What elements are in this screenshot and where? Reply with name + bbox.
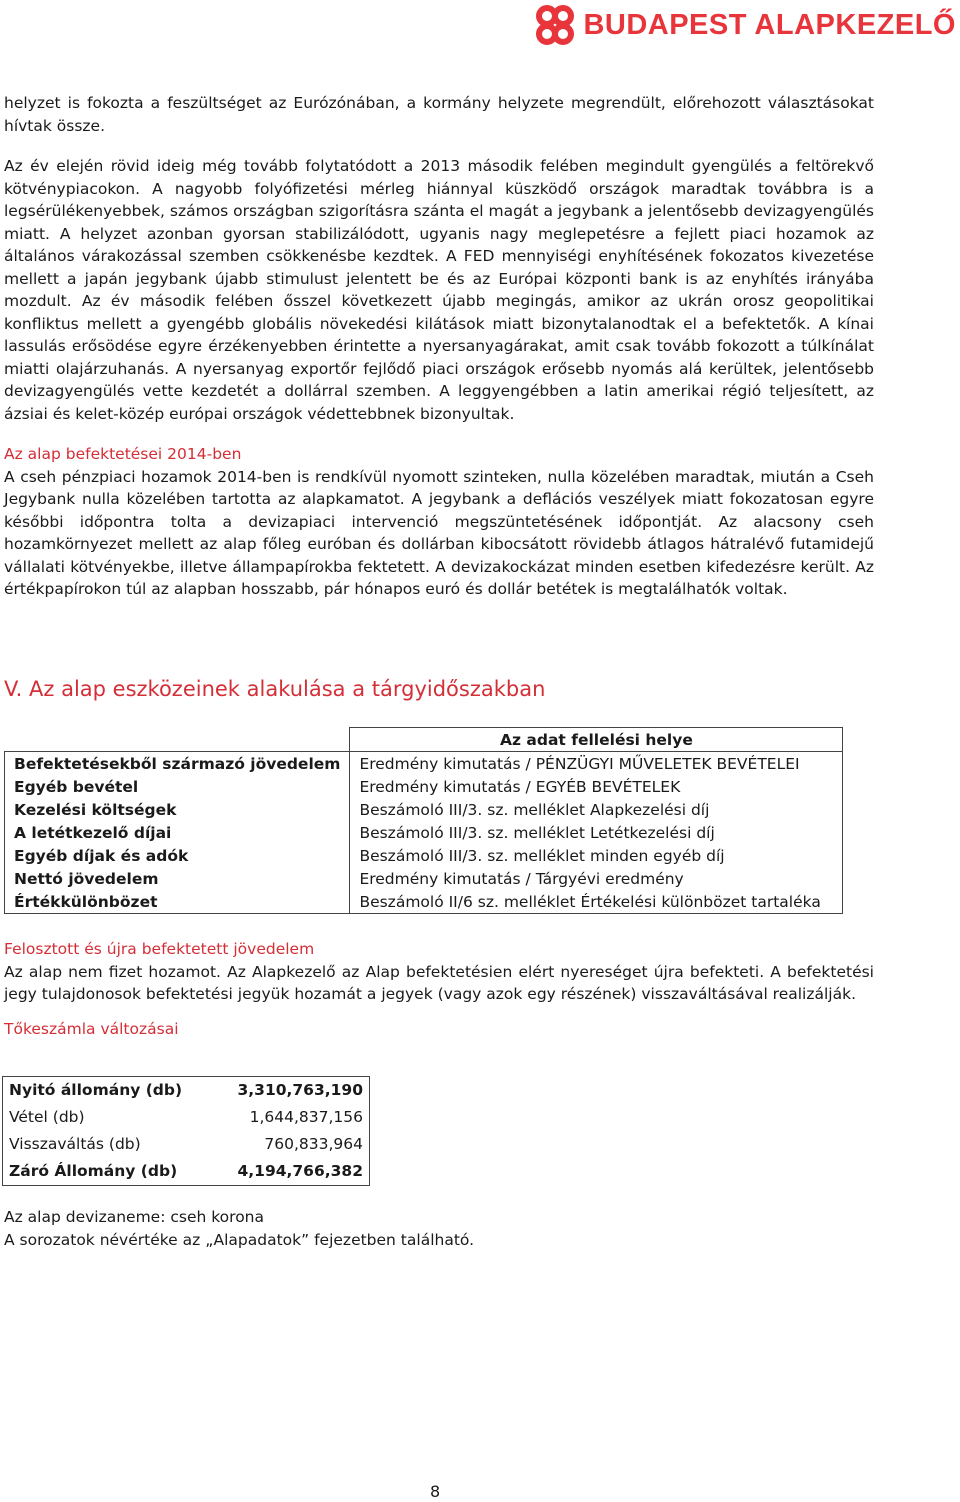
capital-account-table [2,1076,370,1186]
table-row [5,821,843,844]
logo-mark-icon [535,4,575,46]
table-cell-value: 1,644,837,156 [249,1108,363,1126]
table-cell-source: Eredmény kimutatás / EGYÉB BEVÉTELEK [350,775,843,798]
table-row [5,844,843,867]
data-source-table [4,727,843,914]
table-cell-label: Vétel (db) [9,1108,85,1126]
table-cell-item: Egyéb bevétel [5,775,350,798]
paragraph-investments: A cseh pénzpiaci hozamok 2014-ben is rendkívül nyomott szinteken, nulla közelében maradtak, miután a Cseh Jegybank nulla közelében tartotta az alapkamatot. A jegybank a deflációs veszélyek miatt fokozatosan egyre későbbi időpontra tolta a devizapiaci intervenció megszüntetésének időpontját. Az alacsony cseh hozamkörnyezet mellett az alap főleg euróban és dollárban kibocsátott rövidebb átlagos hátralévő futamidejű vállalati kötvényekbe, illetve állampapírokba fektetett. A devizakockázat minden esetben kifedezésre került. Az értékpapírokon túl az alapban hosszabb, pár hónapos euró és dollár betétek is megtalálhatók voltak. [4,467,874,598]
distributed-income-section [4,938,874,1040]
table-cell-value: 4,194,766,382 [237,1162,363,1180]
note-currency: Az alap devizaneme: cseh korona [4,1208,264,1226]
table-cell-source: Eredmény kimutatás / Tárgyévi eredmény [350,867,843,890]
section-heading-investments: Az alap befektetései 2014-ben [4,445,242,463]
fund-notes [4,1206,474,1251]
table-cell-item: Nettó jövedelem [5,867,350,890]
table-cell-label: Záró Állomány (db) [9,1162,178,1180]
table-row [3,1077,370,1105]
table-cell-source: Beszámoló III/3. sz. melléklet Letétkezelési díj [350,821,843,844]
table-header-source: Az adat fellelési helye [350,728,843,752]
table-cell-value: 760,833,964 [264,1135,363,1153]
table-cell-label: Nyitó állomány (db) [9,1081,183,1099]
table-row [5,752,843,776]
table-cell-item: Befektetésekből származó jövedelem [5,752,350,776]
table-cell-source: Beszámoló III/3. sz. melléklet Alapkezelési díj [350,798,843,821]
table-row [5,775,843,798]
article-body [4,92,874,601]
table-cell-source: Eredmény kimutatás / PÉNZÜGYI MŰVELETEK BEVÉTELEI [350,752,843,776]
page-number: 8 [430,1482,441,1501]
table-row [3,1158,370,1186]
table-cell-item: Értékkülönbözet [5,890,350,914]
section-heading-assets: V. Az alap eszközeinek alakulása a tárgyidőszakban [4,677,546,701]
table-cell-value: 3,310,763,190 [237,1081,363,1099]
table-row [5,867,843,890]
table-cell-label: Visszaváltás (db) [9,1135,141,1153]
note-series: A sorozatok névértéke az „Alapadatok” fejezetben található. [4,1230,475,1249]
table-header-empty [5,728,350,752]
section-heading-capital: Tőkeszámla változásai [4,1019,179,1038]
table-row [3,1104,370,1131]
table-cell-source: Beszámoló III/3. sz. melléklet minden egyéb díj [350,844,843,867]
table-row [5,890,843,914]
paragraph-distributed: Az alap nem fizet hozamot. Az Alapkezelő az Alap befektetésien elért nyereséget újra befekteti. A befektetési jegy tulajdonosok befektetési jegyük hozamát a jegyek (vagy azok egy részének) visszaváltásával realizálják. [4,962,874,1003]
table-row [3,1131,370,1158]
section-heading-distributed: Felosztott és újra befektetett jövedelem [4,940,315,958]
table-cell-item: Egyéb díjak és adók [5,844,350,867]
logo-text: BUDAPEST ALAPKEZELŐ [583,8,956,41]
table-cell-item: Kezelési költségek [5,798,350,821]
table-row [5,798,843,821]
paragraph-market: Az év elején rövid ideig még tovább folytatódott a 2013 második felében megindult gyengülés a feltörekvő kötvénypiacokon. A nagyobb folyófizetési mérleg hiánnyal küszködő országok maradtak továbbra is a legsérülékenyebbek, számos országban szigorításra szánta el magát a jegybank a jelentősebb devizagyengülés miatt. A helyzet azonban gyorsan stabilizálódott, ugyanis nagy meglepetésre a fejlett piaci hozamok az általános várakozással szemben csökkenésbe kezdtek. A FED mennyiségi enyhítésének fokozatos kivezetése mellett a japán jegybank újabb stimulust jelentett be és az Európai központi bank is az enyhítés irányába mozdult. Az év második felében ősszel következett újabb megingás, amikor az ukrán orosz geopolitikai konfliktus mellett a gyengébb globális növekedési kilátások miatt bizonytalanodtak el a befektetők. A kínai lassulás erősödése egyre érzékenyebben érintette a nyersanyagárakat, amit csak tovább fokozott a túlkínálat miatti olajárzuhanás. A nyersanyag exportőr fejlődő piaci országok erősebb nyomás alá kerültek, jelentősebb devizagyengülés vette kezdetét a dollárral szemben. A leggyengébben a latin amerikai régió teljesített, az ázsiai és kelet-közép európai országok védettebbnek bizonyultak. [4,157,874,423]
table-cell-source: Beszámoló II/6 sz. melléklet Értékelési különbözet tartaléka [350,890,843,914]
table-cell-item: A letétkezelő díjai [5,821,350,844]
company-logo [535,4,956,46]
paragraph-intro: helyzet is fokozta a feszültséget az Eurózónában, a kormány helyzete megrendült, előrehozott választásokat hívtak össze. [4,94,874,135]
